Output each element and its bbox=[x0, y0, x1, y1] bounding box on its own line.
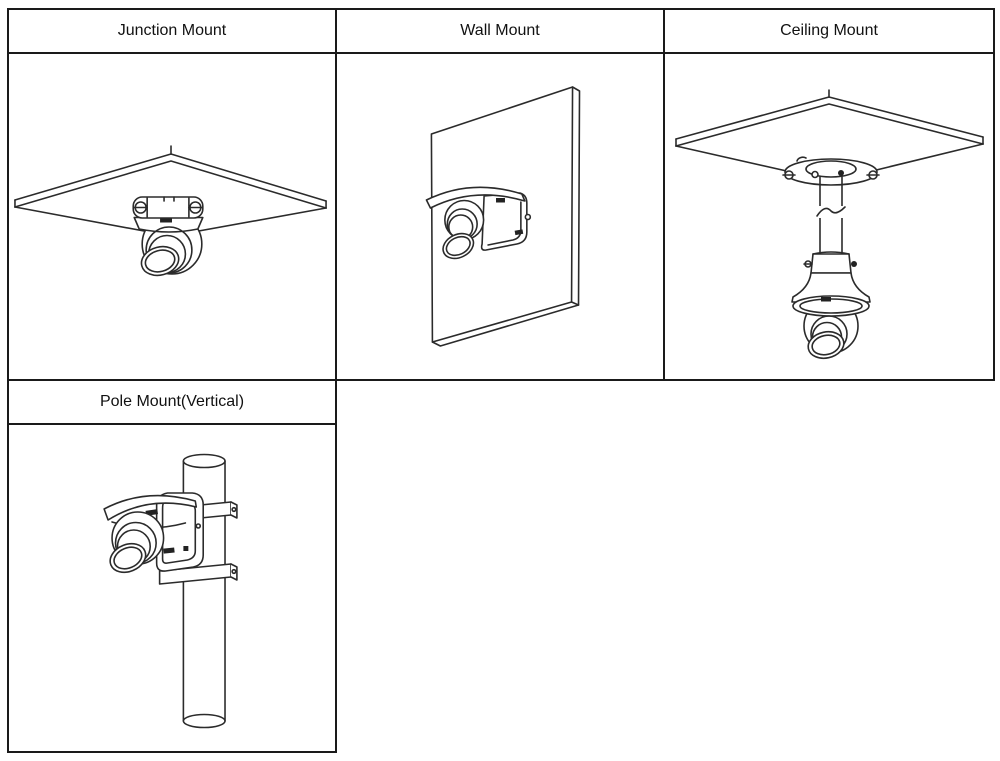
wall-mount-header bbox=[337, 10, 665, 54]
pole-mount-header bbox=[9, 381, 335, 425]
ceiling-mount-label: Ceiling Mount bbox=[780, 22, 878, 39]
pole-mount-table bbox=[7, 381, 337, 753]
junction-mount-header bbox=[9, 10, 337, 54]
wall-mount-label: Wall Mount bbox=[460, 22, 540, 39]
mount-options-table bbox=[7, 8, 995, 381]
junction-mount-cell bbox=[9, 54, 337, 379]
junction-mount-label: Junction Mount bbox=[117, 22, 227, 39]
ceiling-mount-diagram bbox=[665, 54, 993, 379]
ceiling-mount-cell bbox=[665, 54, 993, 379]
wall-mount-cell bbox=[337, 54, 665, 379]
wall-mount-diagram bbox=[337, 54, 663, 379]
junction-mount-diagram bbox=[9, 54, 335, 379]
ceiling-mount-header bbox=[665, 10, 993, 54]
pole-mount-cell bbox=[9, 425, 335, 751]
pole-mount-diagram bbox=[9, 425, 335, 751]
pole-mount-label: Pole Mount(Vertical) bbox=[99, 393, 245, 410]
diagram-row bbox=[9, 54, 993, 379]
header-row bbox=[9, 10, 993, 54]
